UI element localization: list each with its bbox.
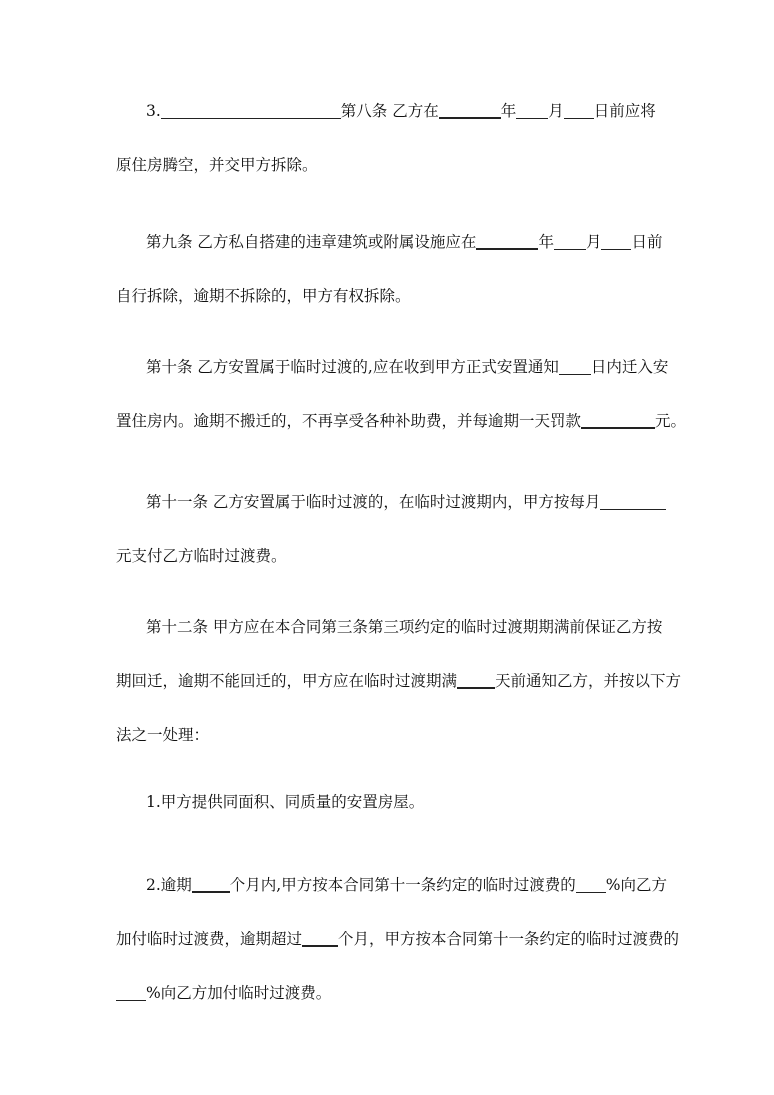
clause-8 [116,84,662,192]
blank-percent[interactable] [116,984,146,1001]
blank-days[interactable] [457,671,495,689]
blank-year[interactable] [439,101,501,119]
clause-text: 第九条 乙方私自搭建的违章建筑或附属设施应在 [146,233,477,251]
clause-text: 个月内,甲方按本合同第十一条约定的临时过渡费的 [229,876,576,894]
clause-text: 第十二条 甲方应在本合同第三条第三项约定的临时过渡期期满前保证乙方按 [146,618,663,636]
clause-text: 第十一条 乙方安置属于临时过渡的，在临时过渡期内，甲方按每月 [146,493,601,511]
clause-text: 自行拆除，逾期不拆除的，甲方有权拆除。 [116,287,411,305]
month-label: 月 [548,102,564,120]
clause-text: 元。 [655,412,687,430]
blank-monthly-amount[interactable] [600,493,666,510]
blank-percent[interactable] [576,876,606,893]
clause-text: 日前 [631,233,663,251]
month-label: 月 [585,233,602,251]
blank-months[interactable] [192,875,230,893]
clause-text: 期回迁，逾期不能回迁的，甲方应在临时过渡期满 [116,672,458,690]
year-label: 年 [500,102,517,120]
blank-months[interactable] [302,929,338,947]
clause-text: 原住房腾空，并交甲方拆除。 [116,156,318,174]
option-1 [116,775,662,829]
clause-text: 加付临时过渡费，逾期超过 [116,930,303,948]
blank-month[interactable] [516,102,548,119]
clause-text: 日前应将 [593,102,656,120]
blank-field[interactable] [161,102,341,119]
blank-penalty-amount[interactable] [581,411,655,429]
clause-text: 天前通知乙方，并按以下方 [495,672,682,690]
clause-text: 个月，甲方按本合同第十一条约定的临时过渡费的 [338,930,680,948]
clause-text: %向乙方加付临时过渡费。 [146,984,332,1002]
option-2 [116,858,680,1020]
clause-text: 日内迁入安 [590,358,669,376]
blank-year[interactable] [476,232,538,250]
clause-text: 法之一处理： [116,726,210,744]
blank-day[interactable] [601,233,631,250]
clause-text: 第十条 乙方安置属于临时过渡的,应在收到甲方正式安置通知 [146,358,559,376]
clause-9 [116,215,662,323]
clause-text: %向乙方 [605,876,667,894]
year-label: 年 [538,233,554,251]
clause-12 [116,600,682,762]
clause-10 [116,340,687,448]
item-number: 3. [146,102,161,120]
clause-text: 1.甲方提供同面积、同质量的安置房屋。 [146,793,425,811]
clause-text: 第八条 乙方在 [340,102,439,120]
clause-text: 2.逾期 [146,876,192,894]
blank-days[interactable] [559,358,591,375]
clause-text: 元支付乙方临时过渡费。 [116,547,287,565]
blank-day[interactable] [564,102,594,119]
clause-11 [116,475,662,583]
clause-text: 置住房内。逾期不搬迁的，不再享受各种补助费，并每逾期一天罚款 [116,412,582,430]
blank-month[interactable] [554,233,586,250]
